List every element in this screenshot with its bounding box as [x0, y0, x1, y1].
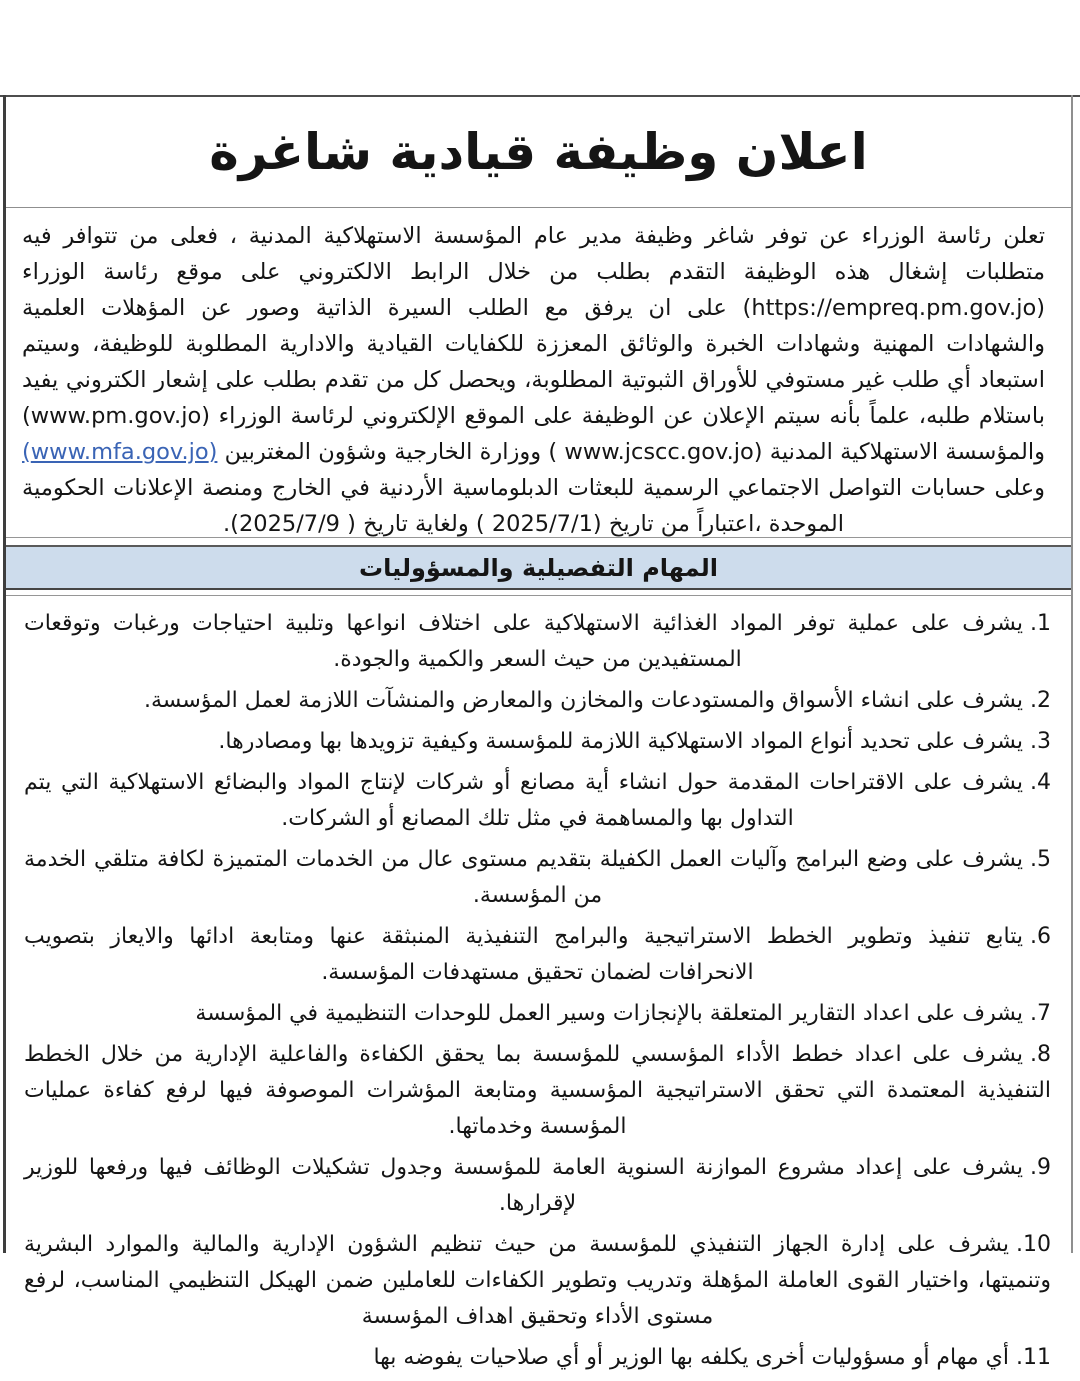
list-item: 7.يشرف على اعداد التقارير المتعلقة بالإنجازات وسير العمل للوحدات التنظيمية في المؤسسة	[195, 1001, 1051, 1026]
mfa-website-link[interactable]: (www.mfa.gov.jo)	[22, 439, 218, 465]
list-item-number: 4.	[1030, 770, 1051, 795]
list-item-number: 2.	[1030, 688, 1051, 713]
list-item: 4.يشرف على الاقتراحات المقدمة حول انشاء أية مصانع أو شركات لإنتاج المواد والبضائع الاستهلاكية التي يتم التداول بها والمساهمة في مثل تلك المصانع أو الشركات.	[24, 770, 1051, 831]
intro-text-after-link: وعلى حسابات التواصل الاجتماعي الرسمية للبعثات الدبلوماسية الأردنية في الخارج ومنصة الإعلانات الحكومية الموحدة ،اعتباراً من تاريخ (2025/7/1 ) ولغاية تاريخ ( 2025/7/9).	[22, 475, 1045, 537]
intro-paragraph	[6, 208, 1071, 538]
list-item-number: 3.	[1030, 729, 1051, 754]
page-border-right	[1071, 95, 1073, 1253]
intro-text-before-link: تعلن رئاسة الوزراء عن توفر شاغر وظيفة مدير عام المؤسسة الاستهلاكية المدنية ، فعلى من تتوافر فيه متطلبات إشغال هذه الوظيفة التقدم بطلب من خلال الرابط الالكتروني على موقع رئاسة الوزراء (https://empreq.pm.gov.jo) على ان يرفق مع الطلب السيرة الذاتية وصور عن المؤهلات العلمية والشهادات المهنية وشهادات الخبرة والوثائق المعززة للكفايات القيادية والادارية المطلوبة للوظيفة، وسيتم استبعاد أي طلب غير مستوفي للأوراق الثبوتية المطلوبة، ويحصل كل من تقدم بطلب على إشعار الكتروني يفيد باستلام طلبه، علماً بأنه سيتم الإعلان عن الوظيفة على الموقع الإلكتروني لرئاسة الوزراء (www.pm.gov.jo) والمؤسسة الاستهلاكية المدنية (www.jcscc.gov.jo ) ووزارة الخارجية وشؤون المغتربين	[22, 223, 1046, 465]
list-item-number: 6.	[1030, 924, 1051, 949]
section-header-tasks-responsibilities: المهام التفصيلية والمسؤوليات	[6, 545, 1071, 590]
list-item: 1.يشرف على عملية توفر المواد الغذائية الاستهلاكية على اختلاف انواعها وتلبية احتياجات ورغبات وتوقعات المستفيدين من حيث السعر والكمية والجودة.	[24, 611, 1051, 672]
list-item-number: 1.	[1030, 611, 1051, 636]
list-item-number: 9.	[1030, 1155, 1051, 1180]
list-item: 8.يشرف على اعداد خطط الأداء المؤسسي للمؤسسة بما يحقق الكفاءة والفاعلية الإدارية من خلال الخطط التنفيذية المعتمدة التي تحقق الاستراتيجية المؤسسية ومتابعة المؤشرات الموصوفة فيها لرفع كفاءة عمليات المؤسسة وخدماتها.	[24, 1042, 1051, 1139]
list-item: 3.يشرف على تحديد أنواع المواد الاستهلاكية اللازمة للمؤسسة وكيفية تزويدها بها ومصادرها.	[218, 729, 1051, 754]
list-item: 9.يشرف على إعداد مشروع الموازنة السنوية العامة للمؤسسة وجدول تشكيلات الوظائف فيها ورفعها للوزير لإقرارها.	[24, 1155, 1051, 1216]
document-page	[6, 97, 1071, 1381]
list-item: 2.يشرف على انشاء الأسواق والمستودعات والمخازن والمعارض والمنشآت اللازمة لعمل المؤسسة.	[143, 688, 1051, 713]
list-item-number: 10.	[1016, 1232, 1051, 1257]
list-item: 5.يشرف على وضع البرامج وآليات العمل الكفيلة بتقديم مستوى عال من الخدمات المتميزة لكافة متلقي الخدمة من المؤسسة.	[24, 847, 1051, 908]
responsibilities-list	[6, 595, 1071, 1376]
list-item-number: 11.	[1016, 1345, 1051, 1370]
list-item: 11.أي مهام أو مسؤوليات أخرى يكلفه بها الوزير أو أي صلاحيات يفوضه بها	[373, 1345, 1051, 1370]
list-item: 6.يتابع تنفيذ وتطوير الخطط الاستراتيجية والبرامج التنفيذية المنبثقة عنها ومتابعة ادائها والايعاز بتصويب الانحرافات لضمان تحقيق مستهدفات المؤسسة.	[24, 924, 1051, 985]
list-item: 10.يشرف على إدارة الجهاز التنفيذي للمؤسسة من حيث تنظيم الشؤون الإدارية والمالية والموارد البشرية وتنميتها، واختيار القوى العاملة المؤهلة وتدريب وتطوير الكفاءات للعاملين ضمن الهيكل التنظيمي المناسب، لرفع مستوى الأداء وتحقيق اهداف المؤسسة	[24, 1232, 1051, 1329]
list-item-number: 7.	[1030, 1001, 1051, 1026]
list-item-number: 5.	[1030, 847, 1051, 872]
page-title: اعلان وظيفة قيادية شاغرة	[6, 97, 1071, 208]
list-item-number: 8.	[1030, 1042, 1051, 1067]
